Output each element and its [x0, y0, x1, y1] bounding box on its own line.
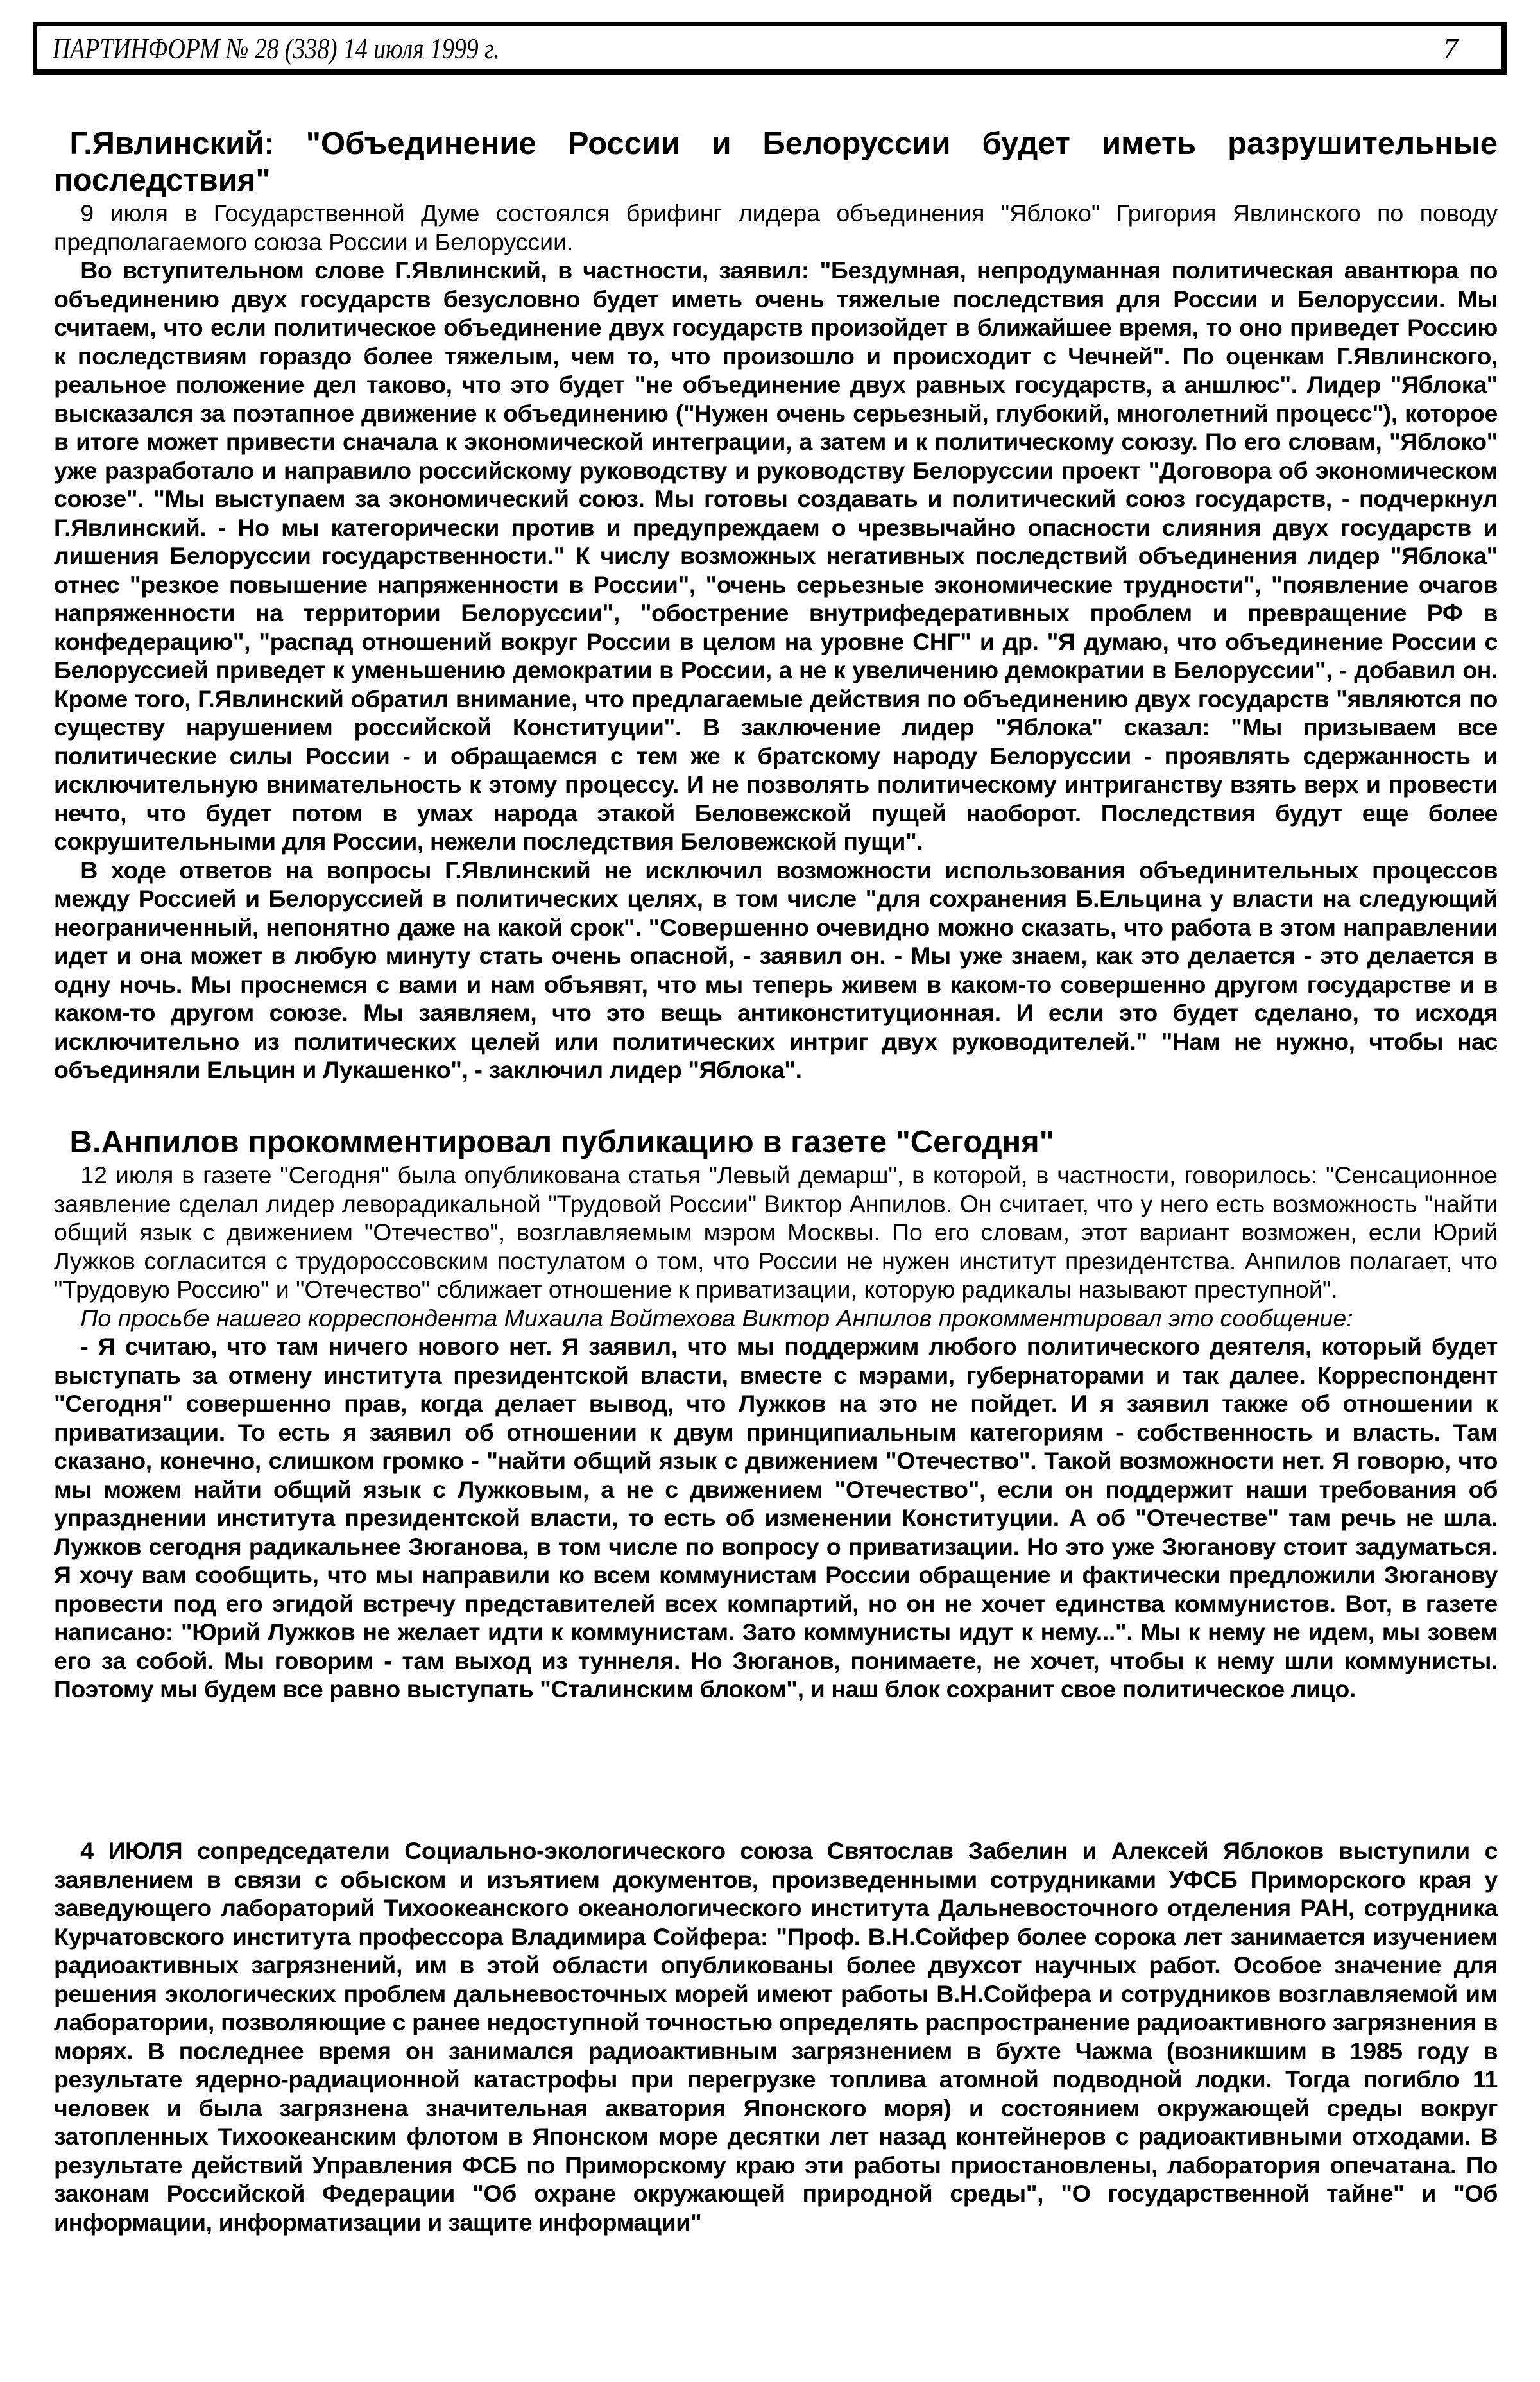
article-anpilov: [54, 1124, 1498, 1704]
article-headline: В.Анпилов прокомментировал публикацию в газете "Сегодня": [69, 1125, 1055, 1160]
article-paragraph: 4 ИЮЛЯ сопредседатели Социально-экологического союза Святослав Забелин и Алексей Яблоков выступили с заявлением в связи с обыском и изъятием документов, произведенными сотрудниками УФСБ Приморского края у заведующего лабораторий Тихоокеанского океанологического института Дальневосточного отделения РАН, сотрудника Курчатовского института профессора Владимира Сойфера: "Проф. В.Н.Сойфер более сорока лет занимается изучением радиоактивных загрязнений, им в этой области опубликованы более двухсот научных работ. Особое значение для решения экологических проблем дальневосточных морей имеют работы В.Н.Сойфера и сотрудников возглавляемой им лаборатории, позволяющие с ранее недоступной точностью определять распространение радиоактивного загрязнения в морях. В последнее время он занимался радиоактивным загрязнением в бухте Чажма (возникшим в 1985 году в результате ядерно-радиационной катастрофы при перегрузке топлива атомной подводной лодки. Тогда погибло 11 человек и была загрязнена значительная акватория Японского моря) и состоянием окружающей среды вокруг затопленных Тихоокеанским флотом в Японском море десятки лет назад контейнеров с радиоактивными отходами. В результате действий Управления ФСБ по Приморскому краю эти работы приостановлены, лаборатория опечатана. По законам Российской Федерации "Об охране окружающей природной среды", "О государственной тайне" и "Об информации, информатизации и защите информации": [54, 1837, 1498, 2236]
page-header: [33, 22, 1507, 75]
page-number: 7: [1443, 32, 1458, 65]
article-lead: 12 июля в газете "Сегодня" была опубликована статья "Левый демарш", в которой, в частности, говорилось: "Сенсационное заявление сделал лидер леворадикальной "Трудовой России" Виктор Анпилов. Он считает, что у него есть возможность "найти общий язык с движением "Отечество", возглавляемым мэром Москвы. По его словам, этот вариант возможен, если Юрий Лужков согласится с трудороссовским постулатом о том, что России не нужен институт президентства. Анпилов полагает, что "Трудовую Россию" и "Отечество" сближает отношение к приватизации, которую радикалы называют преступной".: [54, 1161, 1498, 1303]
article-headline: Г.Явлинский: "Объединение России и Белоруссии будет иметь разрушительные последствия": [54, 126, 1498, 198]
article-paragraph: В ходе ответов на вопросы Г.Явлинский не исключил возможности использования объединительных процессов между Россией и Белоруссией в политических целях, в том числе "для сохранения Б.Ельцина у власти на следующий неограниченный, непонятно даже на какой срок". "Совершенно очевидно можно сказать, что работа в этом направлении идет и она может в любую минуту стать очень опасной, - заявил он. - Мы уже знаем, как это делается - это делается в одну ночь. Мы проснемся с вами и нам объявят, что мы теперь живем в каком-то совершенно другом государстве и в каком-то другом союзе. Мы заявляем, что это вещь антиконституционная. И если это будет сделано, то исходя исключительно из политических целей или политических интриг двух руководителей." "Нам не нужно, чтобы нас объединяли Ельцин и Лукашенко", - заключил лидер "Яблока".: [54, 856, 1498, 1083]
article-yavlinsky: [54, 126, 1498, 1084]
article-intro: По просьбе нашего корреспондента Михаила Войтехова Виктор Анпилов прокомментировал это сообщение:: [80, 1304, 1353, 1332]
publication-title: ПАРТИНФОРМ № 28 (338) 14 июля 1999 г.: [53, 32, 500, 65]
article-lead: 9 июля в Государственной Думе состоялся брифинг лидера объединения "Яблоко" Григория Явлинского по поводу предполагаемого союза России и Белоруссии.: [54, 200, 1498, 255]
article-paragraph: Во вступительном слове Г.Явлинский, в частности, заявил: "Бездумная, непродуманная политическая авантюра по объединению двух государств безусловно будет иметь очень тяжелые последствия для России и Белоруссии. Мы считаем, что если политическое объединение двух государств произойдет в ближайшее время, то оно приведет Россию к последствиям гораздо более тяжелым, чем то, что произошло и происходит с Чечней". По оценкам Г.Явлинского, реальное положение дел таково, что это будет "не объединение двух равных государств, а аншлюс". Лидер "Яблока" высказался за поэтапное движение к объединению ("Нужен очень серьезный, глубокий, многолетний процесс"), которое в итоге может привести сначала к экономической интеграции, а затем и к политическому союзу. По его словам, "Яблоко" уже разработало и направило российскому руководству и руководству Белоруссии проект "Договора об экономическом союзе". "Мы выступаем за экономический союз. Мы готовы создавать и политический союз государств, - подчеркнул Г.Явлинский. - Но мы категорически против и предупреждаем о чрезвычайно опасности слияния двух государств и лишения Белоруссии государственности." К числу возможных негативных последствий объединения лидер "Яблока" отнес "резкое повышение напряженности в России", "очень серьезные экономические трудности", "появление очагов напряженности на территории Белоруссии", "обострение внутрифедеративных проблем и превращение РФ в конфедерацию", "распад отношений вокруг России в целом на уровне СНГ" и др. "Я думаю, что объединение России с Белоруссией приведет к уменьшению демократии в России, а не к увеличению демократии в Белоруссии", - добавил он. Кроме того, Г.Явлинский обратил внимание, что предлагаемые действия по объединению двух государств "являются по существу нарушением российской Конституции". В заключение лидер "Яблока" сказал: "Мы призываем все политические силы России - и обращаемся с тем же к братскому народу Белоруссии - проявлять сдержанность и исключительную внимательность к этому процессу. И не позволять политическому интриганству взять верх и провести нечто, что будет потом в умах народа этакой Беловежской пущей наоборот. Последствия будут еще более сокрушительными для России, нежели последствия Беловежской пущи".: [54, 257, 1498, 855]
article-soifer: [54, 1837, 1498, 2236]
article-quote: - Я считаю, что там ничего нового нет. Я заявил, что мы поддержим любого политического деятеля, который будет выступать за отмену института президентской власти, вместе с мэрами, губернаторами и так далее. Корреспондент "Сегодня" совершенно прав, когда делает вывод, что Лужков на это не пойдет. И я заявил также об отношении к приватизации. То есть я заявил об отношении к двум принципиальным категориям - собственность и власть. Там сказано, конечно, слишком громко - "найти общий язык с движением "Отечество". Такой возможности нет. Я говорю, что мы можем найти общий язык с Лужковым, а не с движением "Отечество", если он поддержит наши требования об упразднении института президентской власти, то есть об изменении Конституции. А об "Отечестве" там речь не шла. Лужков сегодня радикальнее Зюганова, в том числе по вопросу о приватизации. Но это уже Зюганову стоит задуматься. Я хочу вам сообщить, что мы направили ко всем коммунистам России обращение и фактически предложили Зюганову провести под его эгидой встречу представителей всех компартий, но он не хочет единства коммунистов. Вот, в газете написано: "Юрий Лужков не желает идти к коммунистам. Зато коммунисты идут к нему...". Мы к нему не идем, мы зовем его за собой. Мы говорим - там выход из туннеля. Но Зюганов, понимаете, не хочет, чтобы к нему шли коммунисты. Поэтому мы будем все равно выступать "Сталинским блоком", и наш блок сохранит свое политическое лицо.: [54, 1333, 1498, 1702]
